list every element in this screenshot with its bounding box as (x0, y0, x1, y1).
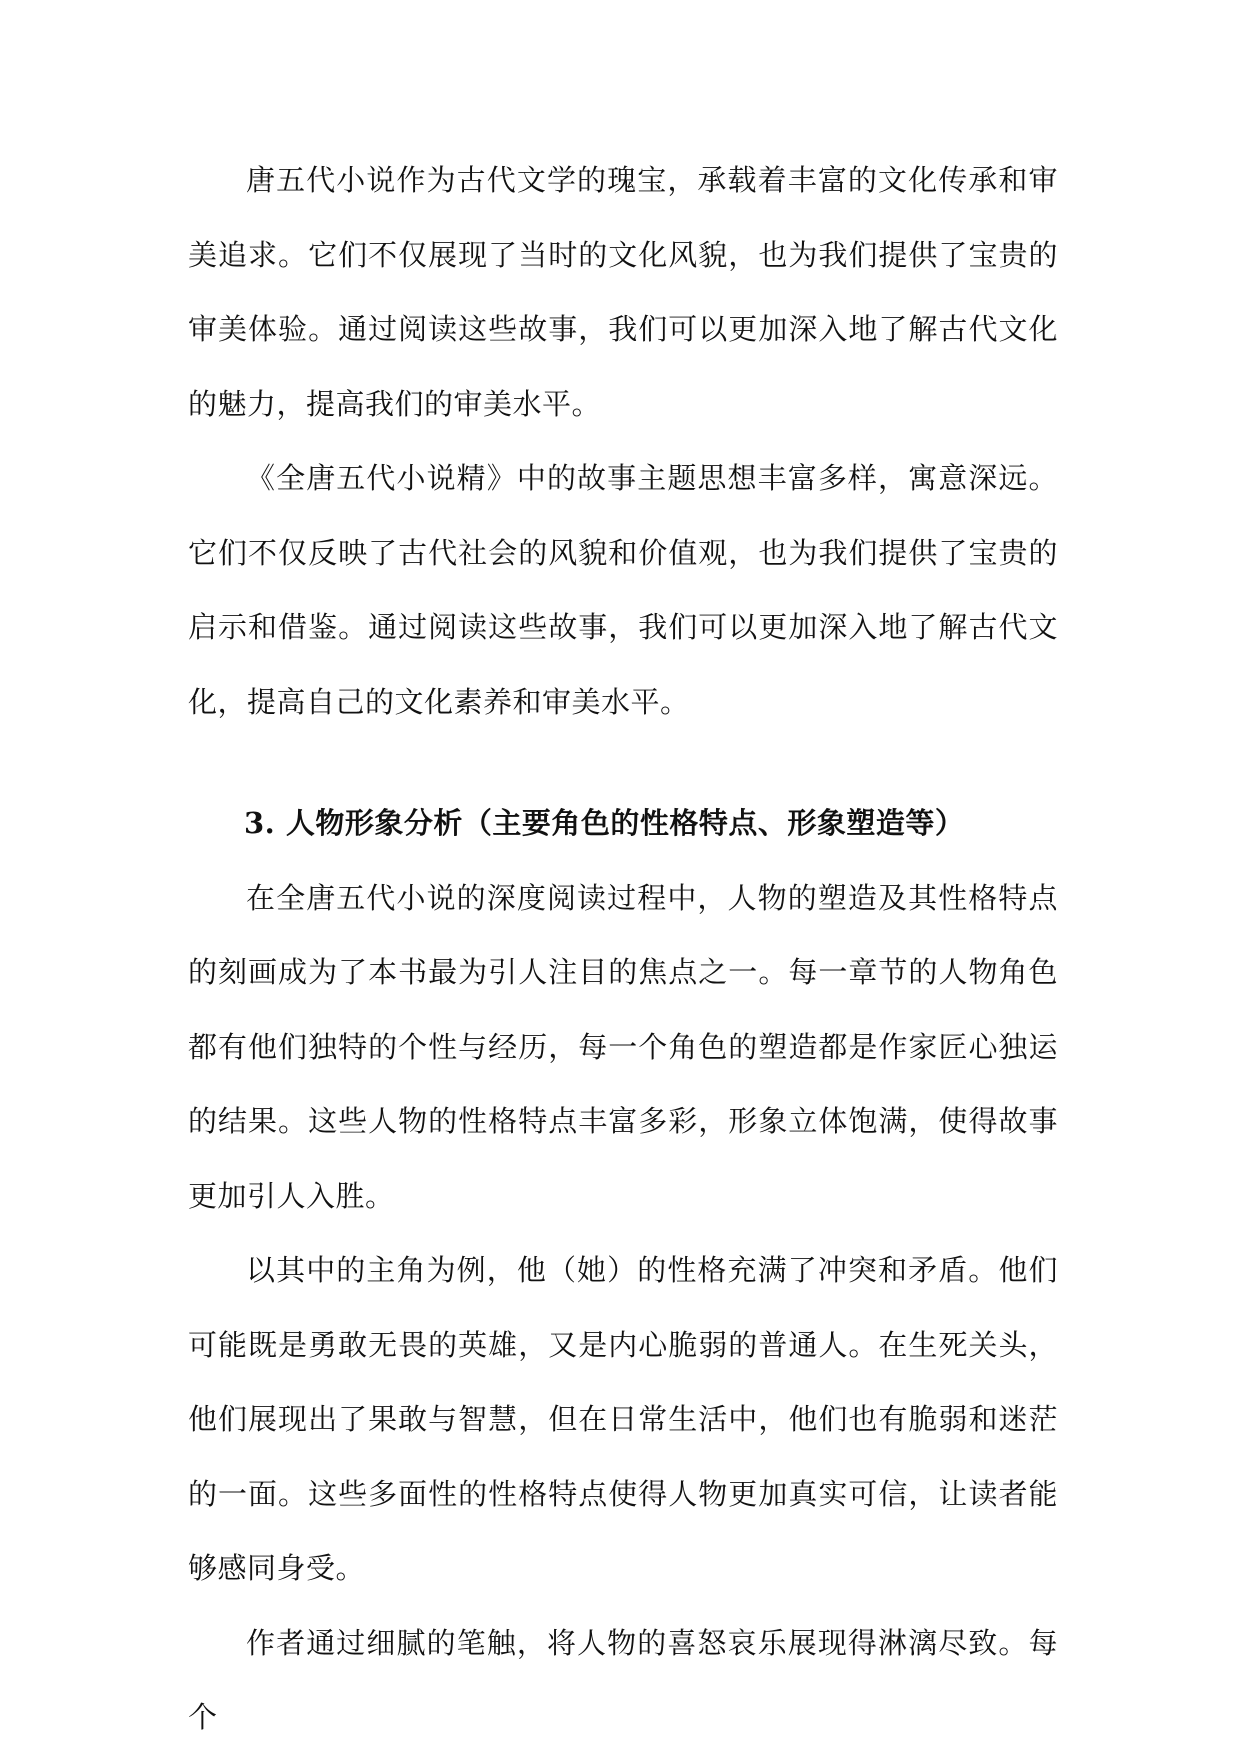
paragraph-character-focus: 在全唐五代小说的深度阅读过程中，人物的塑造及其性格特点的刻画成为了本书最为引人注目的焦点之一。每一章节的人物角色都有他们独特的个性与经历，每一个角色的塑造都是作家匠心独运的结果。这些人物的性格特点丰富多彩，形象立体饱满，使得故事更加引人入胜。 (188, 880, 1058, 1213)
paragraph-author-portrayal: 作者通过细腻的笔触，将人物的喜怒哀乐展现得淋漓尽致。每个 (188, 1625, 1058, 1734)
paragraph-theme-meaning: 《全唐五代小说精》中的故事主题思想丰富多样，寓意深远。它们不仅反映了古代社会的风貌和价值观，也为我们提供了宝贵的启示和借鉴。通过阅读这些故事，我们可以更加深入地了解古代文化，提高自己的文化素养和审美水平。 (188, 461, 1058, 719)
section-heading: 3. 人物形象分析（主要角色的性格特点、形象塑造等） (244, 806, 965, 840)
paragraph-protagonist-conflict: 以其中的主角为例，他（她）的性格充满了冲突和矛盾。他们可能既是勇敢无畏的英雄，又是内心脆弱的普通人。在生死关头，他们展现出了果敢与智慧，但在日常生活中，他们也有脆弱和迷茫的一面。这些多面性的性格特点使得人物更加真实可信，让读者能够感同身受。 (188, 1253, 1058, 1585)
paragraph-aesthetic-value: 唐五代小说作为古代文学的瑰宝，承载着丰富的文化传承和审美追求。它们不仅展现了当时的文化风貌，也为我们提供了宝贵的审美体验。通过阅读这些故事，我们可以更加深入地了解古代文化的魅力，提高我们的审美水平。 (188, 163, 1058, 421)
document-body (188, 143, 1058, 1755)
